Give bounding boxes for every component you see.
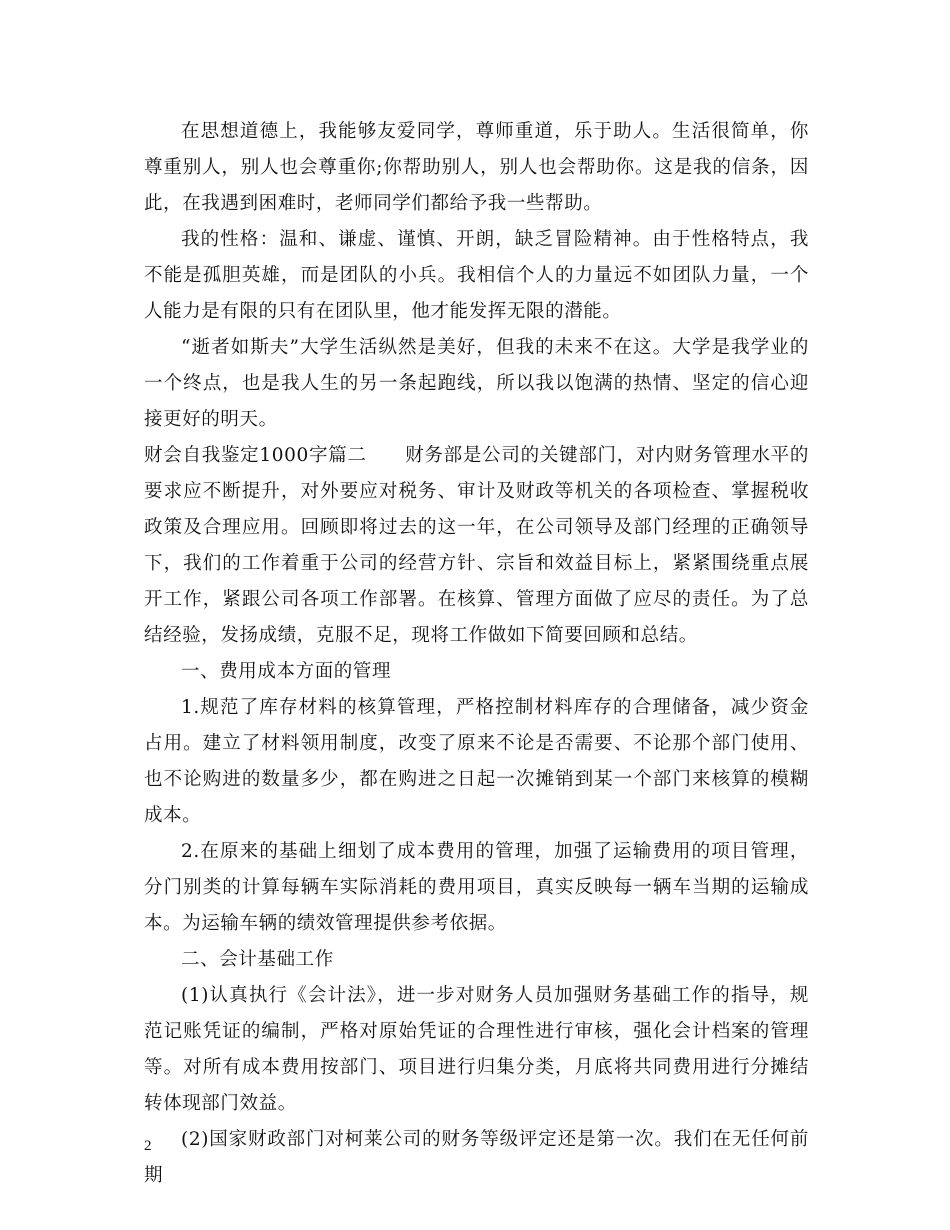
document-body — [144, 114, 809, 1194]
page-number: 2 — [144, 1138, 152, 1154]
heading-cost-management: 一、费用成本方面的管理 — [181, 661, 392, 682]
paragraph-basics-2: (2)国家财政部门对柯莱公司的财务等级评定还是第一次。我们在无任何前期 — [144, 1129, 809, 1186]
paragraph-basics-1: (1)认真执行《会计法》，进一步对财务人员加强财务基础工作的指导，规范记账凭证的编制，严格对原始凭证的合理性进行审核，强化会计档案的管理等。对所有成本费用按部门、项目进行归集分类，月底将共同费用进行分摊结转体现部门效益。 — [144, 985, 809, 1114]
paragraph-item-1: 1.规范了库存材料的核算管理，严格控制材料库存的合理储备，减少资金占用。建立了材料领用制度，改变了原来不论是否需要、不论那个部门使用、也不论购进的数量多少，都在购进之日起一次摊销到某一个部门来核算的模糊成本。 — [144, 697, 809, 826]
paragraph-future: “逝者如斯夫”大学生活纵然是美好，但我的未来不在这。大学是我学业的一个终点，也是我人生的另一条起跑线，所以我以饱满的热情、坚定的信心迎接更好的明天。 — [144, 337, 809, 430]
paragraph-personality: 我的性格：温和、谦虚、谨慎、开朗，缺乏冒险精神。由于性格特点，我不能是孤胆英雄，而是团队的小兵。我相信个人的力量远不如团队力量，一个人能力是有限的只有在团队里，他才能发挥无限的潜能。 — [144, 229, 809, 322]
heading-accounting-basics: 二、会计基础工作 — [181, 949, 334, 970]
paragraph-item-2: 2.在原来的基础上细划了成本费用的管理，加强了运输费用的项目管理，分门别类的计算每辆车实际消耗的费用项目，真实反映每一辆车当期的运输成本。为运输车辆的绩效管理提供参考依据。 — [144, 841, 809, 934]
paragraph-moral: 在思想道德上，我能够友爱同学，尊师重道，乐于助人。生活很简单，你尊重别人，别人也会尊重你;你帮助别人，别人也会帮助你。这是我的信条，因此，在我遇到困难时，老师同学们都给予我一些帮助。 — [144, 121, 809, 214]
paragraph-section-two-intro: 财会自我鉴定1000字篇二 财务部是公司的关键部门，对内财务管理水平的要求应不断提升，对外要应对税务、审计及财政等机关的各项检查、掌握税收政策及合理应用。回顾即将过去的这一年，在公司领导及部门经理的正确领导下，我们的工作着重于公司的经营方针、宗旨和效益目标上，紧紧围绕重点展开工作，紧跟公司各项工作部署。在核算、管理方面做了应尽的责任。为了总结经验，发扬成绩，克服不足，现将工作做如下简要回顾和总结。 — [144, 445, 809, 646]
